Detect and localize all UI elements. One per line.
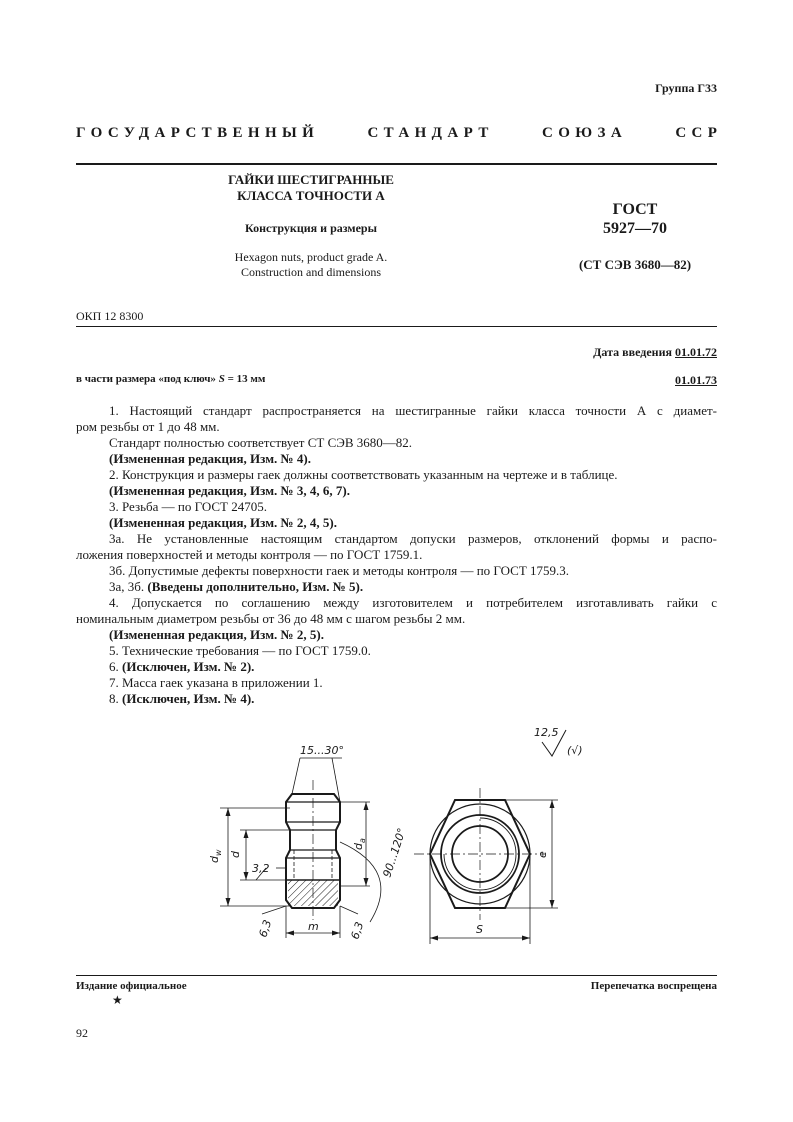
dim-da-label xyxy=(352,838,367,850)
dim-d-label: d xyxy=(229,851,242,858)
document-title xyxy=(200,172,422,204)
heading-word-2: СТАНДАРТ xyxy=(367,125,494,141)
revision-note: (Введены дополнительно, Изм. № 5). xyxy=(147,579,364,594)
paragraph-6-prefix: 6. xyxy=(109,659,122,674)
part-suffix: = 13 мм xyxy=(224,373,266,385)
nut-drawing xyxy=(190,720,610,950)
paragraph-3a-cont: ложения поверхностей и методы контроля — по ГОСТ 1759.1. xyxy=(76,547,423,562)
dim-m-label: m xyxy=(308,920,319,933)
chamfer-angle-label: 15...30° xyxy=(300,744,344,757)
document-body xyxy=(76,403,717,707)
introduction-date xyxy=(593,345,717,360)
paragraph-3ab-prefix: 3а, 3б. xyxy=(109,579,148,594)
paragraph-2: 2. Конструкция и размеры гаек должны соответствовать указанным на чертеже и в таблице. xyxy=(109,467,618,482)
cone-angle-label: 90...120° xyxy=(380,826,409,879)
dim-da-subscript: a xyxy=(358,838,367,844)
dim-e-label: e xyxy=(536,851,549,858)
dim-da-symbol: d xyxy=(352,843,365,850)
paragraph-1b: Стандарт полностью соответствует СТ СЭВ 3680—82. xyxy=(109,435,413,450)
intro-label: Дата введения xyxy=(593,345,672,359)
right-roughness-label: 6,3 xyxy=(348,920,367,941)
paragraph-4-cont: номинальным диаметром резьбы от 36 до 48 мм с шагом резьбы 2 мм. xyxy=(76,611,466,626)
state-standard-heading xyxy=(76,125,723,142)
heading-word-1: ГОСУДАРСТВЕННЫЙ xyxy=(76,125,320,141)
revision-note: (Исключен, Изм. № 2). xyxy=(122,659,255,674)
title-line-1: ГАЙКИ ШЕСТИГРАННЫЕ xyxy=(228,172,394,187)
left-roughness-label: 6,3 xyxy=(256,918,275,939)
roughness-mark xyxy=(534,726,583,757)
revision-note: (Измененная редакция, Изм. № 4). xyxy=(109,451,311,466)
revision-note: (Исключен, Изм. № 4). xyxy=(122,691,255,706)
paragraph-3ab xyxy=(76,579,717,595)
intro-date-value: 01.01.72 xyxy=(675,345,717,359)
gost-label: ГОСТ xyxy=(612,201,658,218)
paragraph-3b: 3б. Допустимые дефекты поверхности гаек и методы контроля — по ГОСТ 1759.3. xyxy=(109,563,570,578)
paragraph-1: 1. Настоящий стандарт распространяется на шестигранные гайки класса точности А с диамет- xyxy=(109,403,717,418)
document-subtitle: Конструкция и размеры xyxy=(245,221,377,235)
header-rule xyxy=(76,163,717,165)
partial-introduction xyxy=(76,373,717,385)
roughness-bracket-mark: (√) xyxy=(567,744,583,757)
nut-top-view xyxy=(414,788,546,920)
heading-word-3: СОЮЗА xyxy=(541,125,628,141)
english-title-line-2: Construction and dimensions xyxy=(241,265,381,279)
star-icon: ★ xyxy=(112,993,123,1007)
english-title-line-1: Hexagon nuts, product grade A. xyxy=(234,250,388,264)
paragraph-6 xyxy=(76,659,717,675)
dim-dw-symbol: d xyxy=(208,856,221,863)
official-edition: Издание официальное xyxy=(76,980,187,992)
page-number: 92 xyxy=(76,1026,88,1040)
group-code: Группа Г33 xyxy=(655,81,717,95)
paragraph-8 xyxy=(76,691,717,707)
part-date-value: 01.01.73 xyxy=(675,373,717,387)
footer-rule xyxy=(76,975,717,976)
paragraph-5: 5. Технические требования — по ГОСТ 1759.0. xyxy=(109,643,371,658)
dim-dw-label xyxy=(208,849,223,863)
reprint-prohibited: Перепечатка воспрещена xyxy=(590,980,717,992)
revision-note: (Измененная редакция, Изм. № 2, 5). xyxy=(109,627,324,642)
english-title xyxy=(200,250,422,280)
gost-number: 5927—70 xyxy=(603,220,667,237)
st-sev-reference: (СТ СЭВ 3680—82) xyxy=(578,257,692,272)
thread-roughness-label: 3,2 xyxy=(252,862,270,875)
roughness-value: 12,5 xyxy=(534,726,559,739)
paragraph-7: 7. Масса гаек указана в приложении 1. xyxy=(109,675,323,690)
part-symbol: S xyxy=(218,373,225,385)
okp-code: ОКП 12 8300 xyxy=(76,309,144,323)
paragraph-1-cont: ром резьбы от 1 до 48 мм. xyxy=(76,419,220,434)
paragraph-4: 4. Допускается по соглашению между изготовителем и потребителем изготавливать гайки с xyxy=(109,595,717,610)
nut-side-view xyxy=(286,780,340,920)
dim-s-label: S xyxy=(476,923,483,936)
gost-designation xyxy=(560,200,710,238)
revision-note: (Измененная редакция, Изм. № 3, 4, 6, 7). xyxy=(109,483,350,498)
heading-word-4: ССР xyxy=(675,125,723,141)
paragraph-3a: 3а. Не установленные настоящим стандартом допуски размеров, отклонений формы и распо- xyxy=(109,531,717,546)
dim-dw-subscript: w xyxy=(214,849,223,857)
paragraph-8-prefix: 8. xyxy=(109,691,122,706)
okp-rule xyxy=(76,326,717,327)
part-prefix: в части размера «под ключ» xyxy=(76,373,219,385)
top-dimension-arrows xyxy=(430,800,555,941)
revision-note: (Измененная редакция, Изм. № 2, 4, 5). xyxy=(109,515,337,530)
paragraph-3: 3. Резьба — по ГОСТ 24705. xyxy=(109,499,267,514)
title-line-2: КЛАССА ТОЧНОСТИ А xyxy=(237,188,385,203)
